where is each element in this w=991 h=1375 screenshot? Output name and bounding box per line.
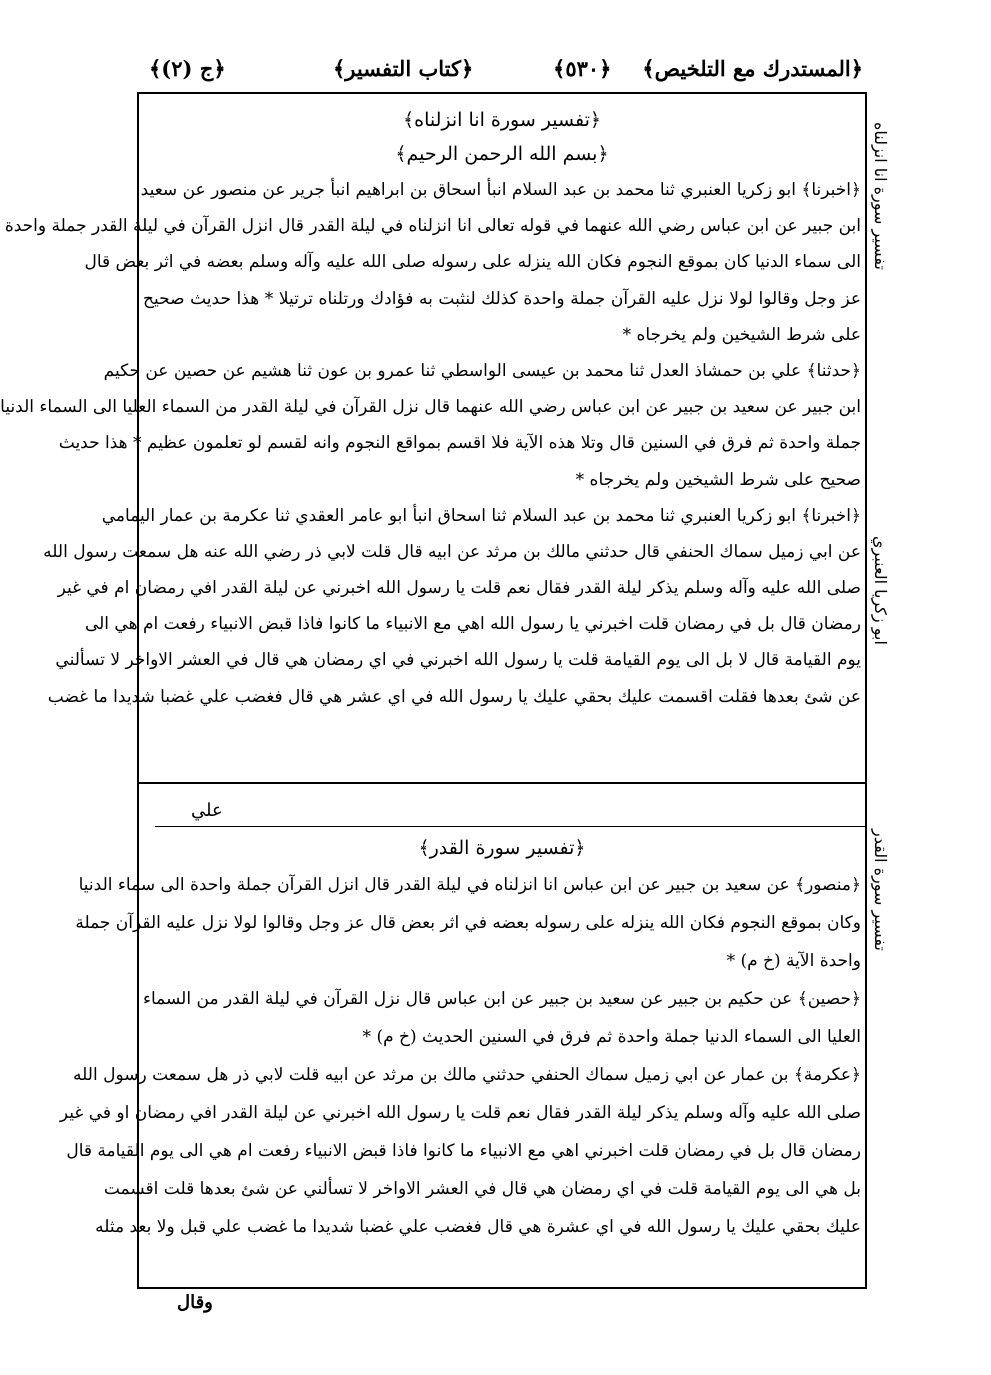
text-line: ﴿اخبرنا﴾ ابو زكريا العنبري ثنا محمد بن عبد السلام ثنا اسحاق انبأ ابو عامر العقدي ثنا عكرمة بن عمار اليمامي: [101, 505, 861, 526]
text-line: ابن جبير عن سعيد بن جبير عن ابن عباس رضي الله عنهما قال نزل القرآن في ليلة القدر من السماء العليا الى السماء الدنيا: [0, 397, 861, 418]
book-title: ﴿المستدرك مع التلخيص﴾: [642, 56, 863, 81]
surah-title: ﴿تفسير سورة انا انزلناه﴾: [403, 109, 601, 131]
volume-number: ﴿ج (٢)﴾: [149, 56, 226, 81]
text-line: ﴿اخبرنا﴾ ابو زكريا العنبري ثنا محمد بن عبد السلام انبأ اسحاق بن ابراهيم انبأ جرير عن منصور عن سعيد: [140, 180, 861, 200]
text-line: ﴿حدثنا﴾ علي بن حمشاذ العدل ثنا محمد بن عيسى الواسطي ثنا عمرو بن عون ثنا هشيم عن حصين عن حكيم: [103, 360, 861, 381]
summary-text: [59, 832, 861, 1246]
text-line: عن ابي زميل سماك الحنفي قال حدثني مالك بن مرثد عن ابيه قال قلت لابي ذر رضي الله عنه هل سمعت رسول الله: [43, 541, 861, 562]
text-line: يوم القيامة قال لا بل الى يوم القيامة قلت يا رسول الله اخبرني في اي رمضان هي قال في العشر الاواخر لا تسألني: [55, 650, 861, 671]
page-number: ﴿٥٣٠﴾: [553, 56, 612, 81]
text-line: عن شئ بعدها فقلت اقسمت عليك بحقي عليك يا رسول الله في اي عشر هي قال فغضب علي غضبا شديدا ما غضب: [47, 686, 861, 707]
summary-text-lines: [59, 866, 861, 1246]
text-line: ﴿منصور﴾ عن سعيد بن جبير عن ابن عباس انا انزلناه في ليلة القدر قال انزل القرآن جملة واحدة الى سماء الدنيا: [78, 875, 861, 895]
text-line: ﴿حصين﴾ عن حكيم بن جبير عن سعيد بن جبير عن ابن عباس قال نزل القرآن في ليلة القدر من السماء: [143, 989, 861, 1009]
text-line: ابن جبير عن ابن عباس رضي الله عنهما في قوله تعالى انا انزلناه في ليلة القدر قال انزل القرآن في ليلة القدر جملة واحدة: [4, 216, 861, 237]
summary-title: ﴿تفسير سورة القدر﴾: [418, 837, 586, 859]
text-line: رمضان قال بل في رمضان قلت اخبرني يا رسول الله اهي مع الانبياء ما كانوا فاذا قبض الانبياء رفعت ام هي الى: [84, 614, 861, 635]
text-line: وكان بموقع النجوم فكان الله ينزله على رسوله بعضه في اثر بعض قال عز وجل وقالوا لولا نزل عليه القرآن جملة: [75, 913, 861, 933]
text-line: صلى الله عليه وآله وسلم يذكر ليلة القدر فقال نعم قلت يا رسول الله اخبرني عن ليلة القدر افي رمضان او في غير: [59, 1103, 861, 1123]
catchword-top: علي: [191, 800, 223, 821]
text-line: صلى الله عليه وآله وسلم يذكر ليلة القدر فقال نعم قلت يا رسول الله اخبرني عن ليلة القدر افي رمضان ام في غير: [57, 578, 861, 599]
margin-note-3: تفسير سورة القدر: [871, 829, 890, 951]
section-title: ﴿كتاب التفسير﴾: [333, 56, 474, 81]
text-line: الى سماء الدنيا كان بموقع النجوم فكان الله ينزله على رسوله صلى الله عليه وآله وسلم بعضه في اثر بعض قال: [84, 252, 861, 273]
text-line: واحدة الآية (خ م) *: [726, 951, 861, 971]
text-line: بل هي الى يوم القيامة قلت في اي رمضان هي قال في العشر الاواخر لا تسألني عن شئ بعدها قلت اقسمت: [103, 1179, 861, 1199]
margin-note-1: تفسير سورة انا انزلناه: [871, 122, 890, 270]
page-header: [143, 52, 863, 96]
catchword-rule: [155, 826, 867, 827]
text-line: رمضان قال بل في رمضان قلت اخبرني اهي مع الانبياء ما كانوا فاذا قبض الانبياء رفعت ام هي الى يوم القيامة قال: [66, 1141, 861, 1161]
text-line: جملة واحدة ثم فرق في السنين قال وتلا هذه الآية فلا اقسم بمواقع النجوم وانه لقسم لو تعلمون عظيم * هذا حديث: [58, 433, 861, 454]
text-line: ﴿عكرمة﴾ بن عمار عن ابي زميل سماك الحنفي حدثني مالك بن مرثد عن ابيه قلت لابي ذر هل سمعت رسول الله: [73, 1065, 861, 1085]
text-line: العليا الى السماء الدنيا جملة واحدة ثم فرق في السنين الحديث (خ م) *: [362, 1027, 861, 1047]
main-text-lines: [0, 172, 861, 715]
basmala: ﴿بسم الله الرحمن الرحيم﴾: [395, 143, 609, 165]
main-text: [0, 104, 861, 715]
catchword-bottom: وقال: [177, 1292, 213, 1313]
text-line: على شرط الشيخين ولم يخرجاه *: [622, 324, 861, 345]
text-line: صحيح على شرط الشيخين ولم يخرجاه *: [575, 469, 861, 490]
text-line: عز وجل وقالوا لولا نزل عليه القرآن جملة واحدة كذلك لنثبت به فؤادك ورتلناه ترتيلا * هذا حديث صحيح: [143, 288, 861, 309]
section-divider: [137, 782, 867, 784]
text-line: عليك بحقي عليك يا رسول الله في اي عشرة هي قال فغضب علي غضبا شديدا ما غضب علي قبل ولا بعد مثله: [95, 1217, 861, 1237]
margin-note-2: ابو زكريا العنبري: [871, 535, 890, 645]
